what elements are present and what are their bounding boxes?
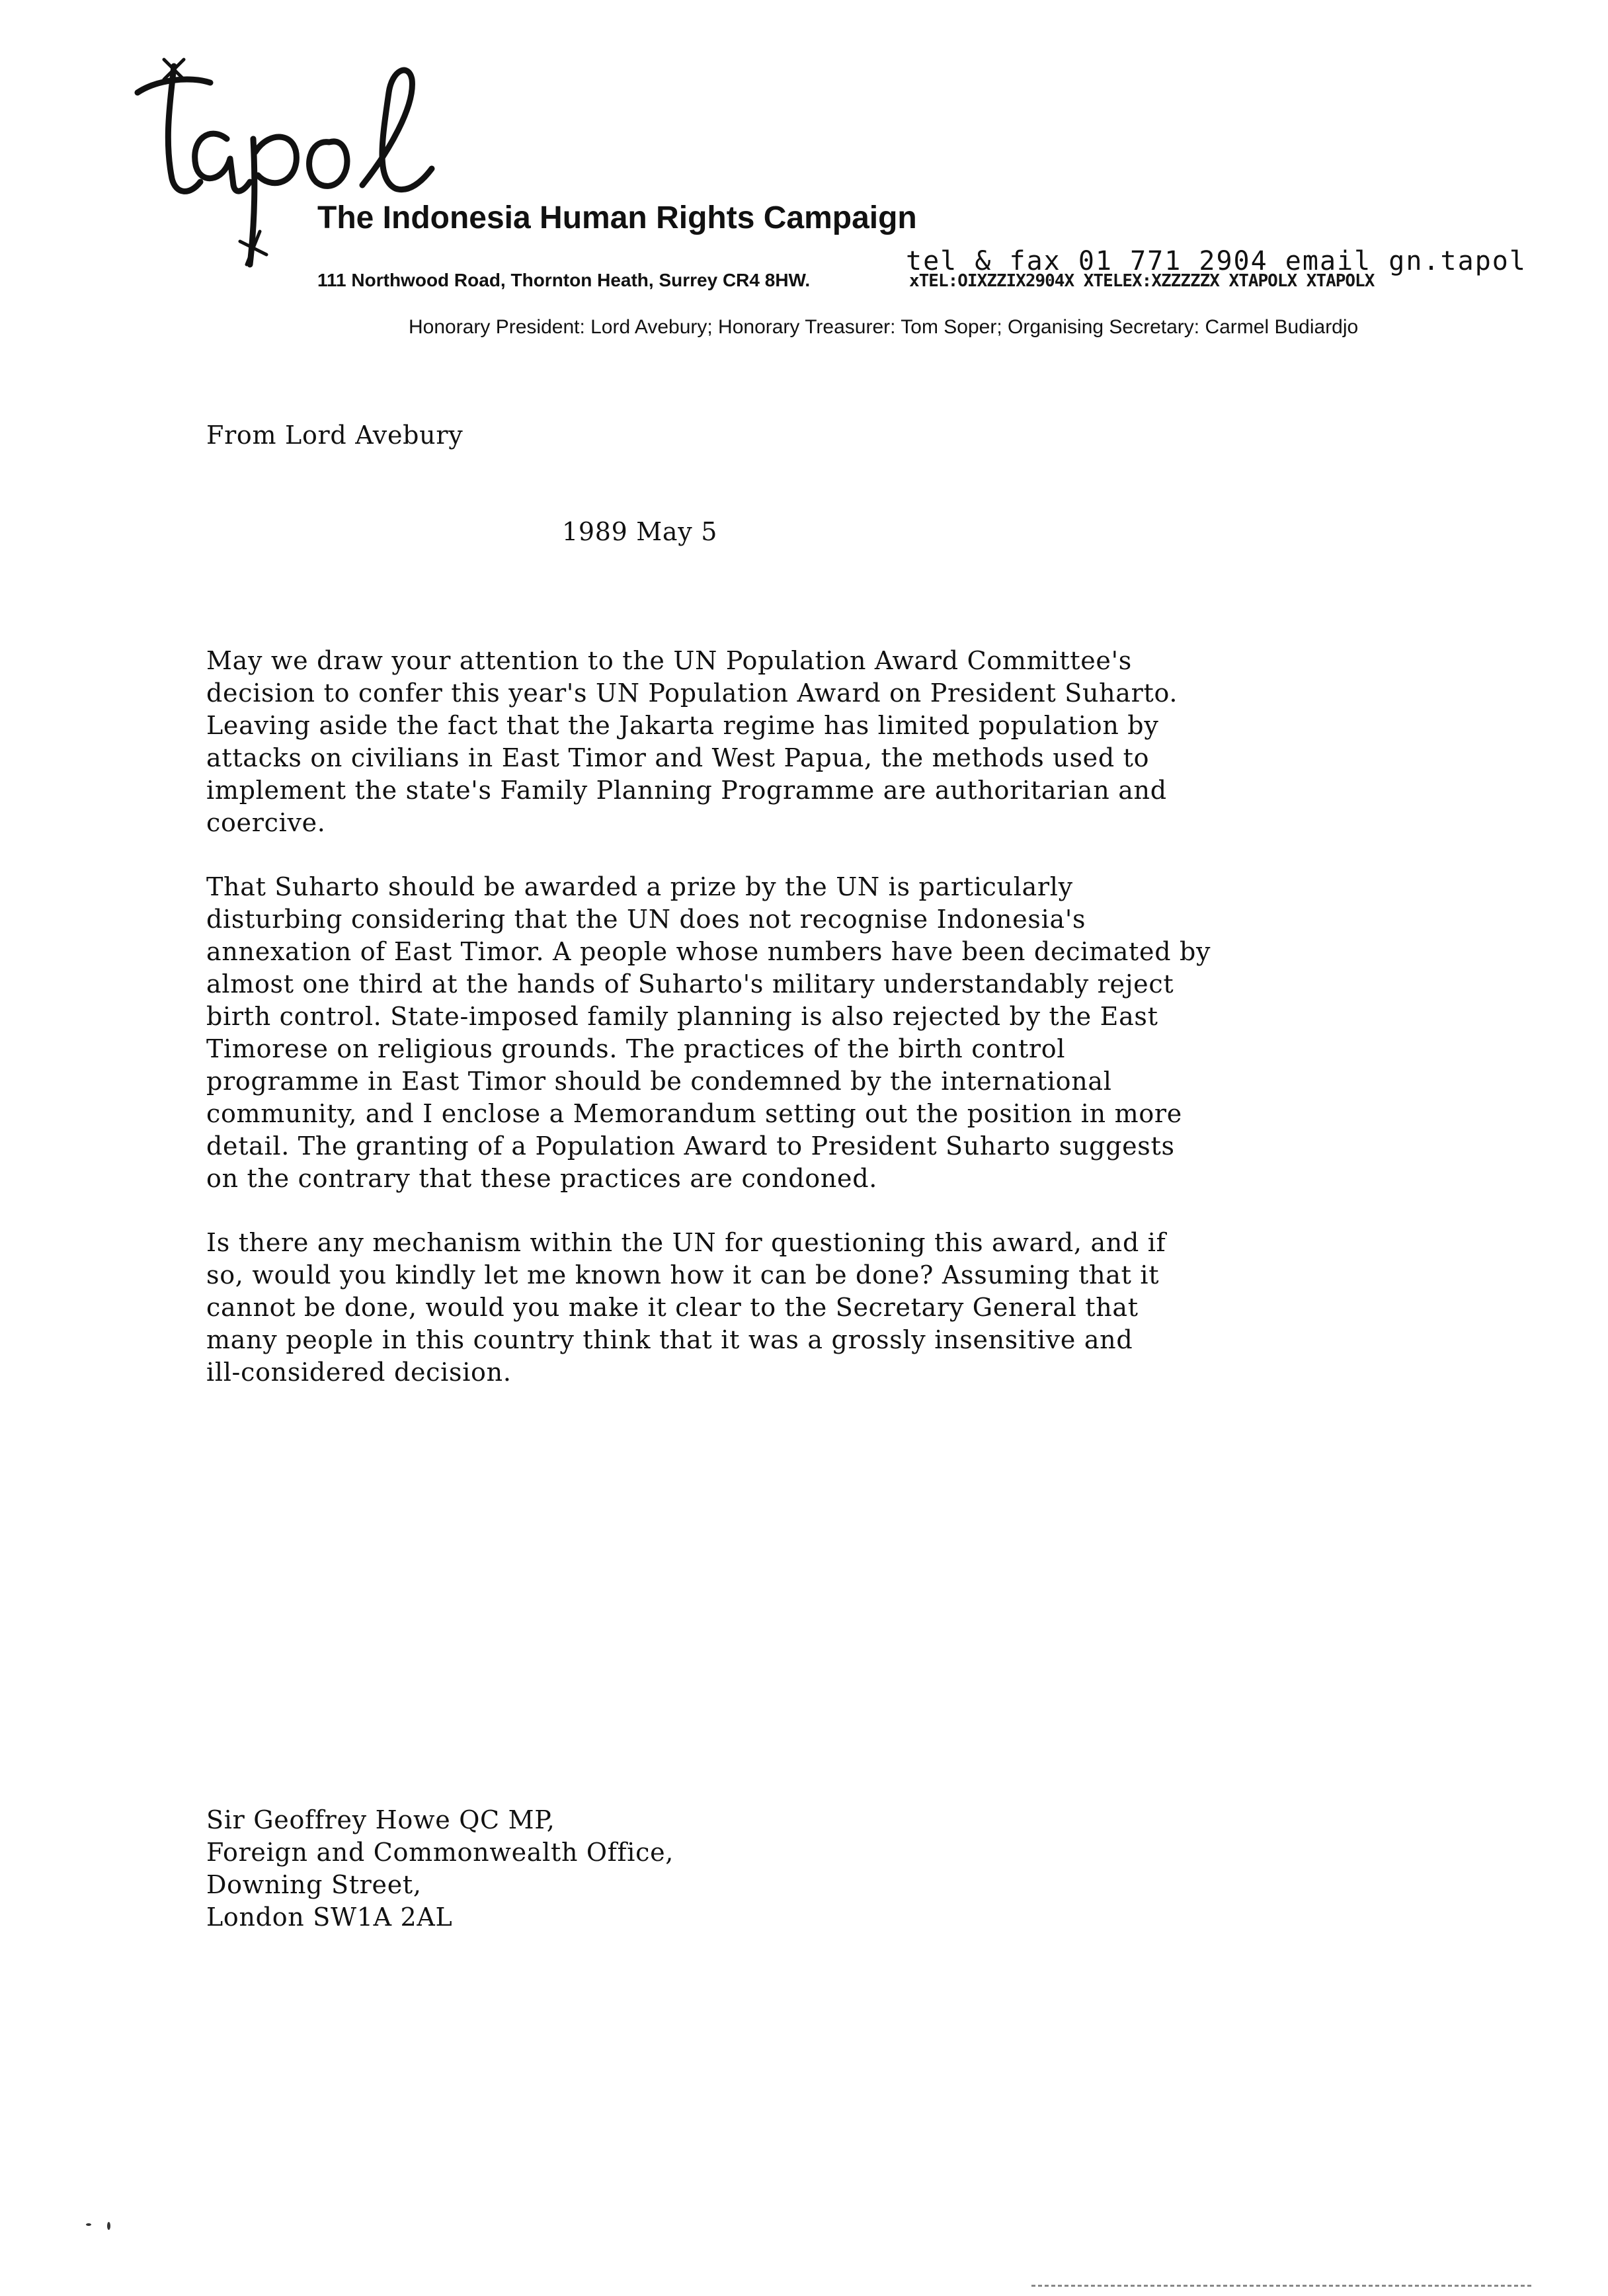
recipient-address: Sir Geoffrey Howe QC MP, Foreign and Commonwealth Office, Downing Street, London SW1A 2AL <box>206 1805 674 1932</box>
body-paragraph: That Suharto should be awarded a prize by the UN is particularly disturbing considering that the UN does not recognise Indonesia's annexation of East Timor. A people whose numbers have been decimated by almost one third at the hands of Suharto's military understandably reject birth control. State-imposed family planning is also rejected by the East Timorese on religious grounds. The practices of the birth control programme in East Timor should be condemned by the international community, and I enclose a Memorandum setting out the position in more detail. The granting of a Population Award to President Suharto suggests on the contrary that these practices are condoned. <box>206 872 1211 1193</box>
address-line: 111 Northwood Road, Thornton Heath, Surrey CR4 8HW. <box>317 270 811 290</box>
sender-line: From Lord Avebury <box>206 421 463 450</box>
scan-speck <box>86 2223 91 2226</box>
scan-edge-marks <box>1031 2285 1534 2287</box>
body-paragraph: May we draw your attention to the UN Population Award Committee's decision to confer this year's UN Population Award on President Suharto. Leaving aside the fact that the Jakarta regime has limited population by attacks on civilians in East Timor and West Papua, the methods used to implement the state's Family Planning Programme are authoritarian and coercive. <box>206 646 1178 837</box>
contact-line: tel & fax 01 771 2904 email gn.tapol <box>906 246 1527 276</box>
letter-body <box>206 645 1463 1420</box>
tapol-logo <box>111 53 455 278</box>
scan-speck <box>107 2222 110 2230</box>
organisation-name: The Indonesia Human Rights Campaign <box>317 200 917 235</box>
officers-line: Honorary President: Lord Avebury; Honorary Treasurer: Tom Soper; Organising Secretary: Carmel Budiardjo <box>409 316 1359 338</box>
struck-out-contact: xTEL:OIXZZIX2904X XTELEX:XZZZZZX XTAPOLX XTAPOLX <box>909 271 1375 291</box>
body-paragraph: Is there any mechanism within the UN for questioning this award, and if so, would you kindly let me known how it can be done? Assuming that it cannot be done, would you make it clear to the Secretary General that many people in this country think that it was a grossly insensitive and ill-considered decision. <box>206 1228 1166 1387</box>
letter-date: 1989 May 5 <box>562 517 718 546</box>
